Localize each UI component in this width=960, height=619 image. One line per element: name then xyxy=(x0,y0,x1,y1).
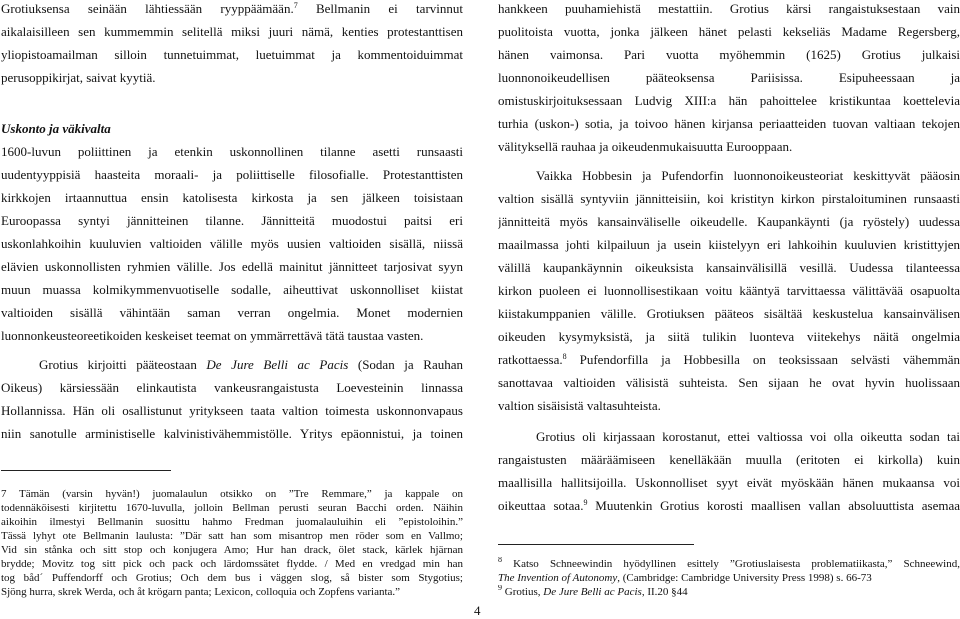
text-line: Grotius kirjoitti pääteostaan De Jure Belli ac Pacis (Sodan ja Rauhan xyxy=(39,357,463,372)
footnote-line: Vid sin stånka och sitt stop och konjugera Amo; Hur han drack, ölet stack, kärlek hjärnan xyxy=(1,544,463,556)
paragraph-religion xyxy=(1,140,463,347)
text-line: 1600-luvun poliittinen ja etenkin uskonnollinen tilanne asetti runsaasti xyxy=(1,144,463,159)
text-line: luonnonoikeudellisen pääteoksensa Pariisissa. Esipuheessaan ja xyxy=(498,70,960,85)
footnote-divider xyxy=(498,544,694,545)
footnote-ref[interactable]: 9 xyxy=(583,498,588,507)
text-line: perusoppikirjat, saivat kyytiä. xyxy=(1,70,156,85)
text-line: turhia (uskon-) sotia, ja toivoo hänen kirjansa periaatteiden tuovan valtiaan tekojen xyxy=(498,116,960,131)
book-title: De Jure Belli ac Pacis xyxy=(206,357,349,372)
text-line: elävien uskonnollisten ryhmien välille. Jos edellä mainitut jännitteet tarjosivat syyn xyxy=(1,259,463,274)
text-line: kiistakumppanien välille. Grotiuksen pääteos sisältää keskustelua kansainvälisen xyxy=(498,306,960,321)
text-line: kirkon puoleen ei luonnollisestikaan voitu kääntyä tarvittaessa välittävää osapuolta xyxy=(498,283,960,298)
paragraph-grotius-continued xyxy=(498,0,960,158)
footnote-7 xyxy=(1,487,463,599)
text-line: Oikeus) kärsiessään elinkautista vankeusrangaistusta Loevesteinin linnassa xyxy=(1,380,463,395)
paragraph-secular-power xyxy=(498,425,960,517)
paragraph-hobbes-pufendorf xyxy=(498,164,960,417)
text-line: valtion sisäisistä valtasuhteista. xyxy=(498,398,661,413)
text-line: uudentyyppisiä haasteita moraali- ja poliittiselle filosofialle. Protestanttisten xyxy=(1,167,463,182)
text-line: yliopistoamailman silloin tunnetuimmat, luetuimmat ja kommentoiduimmat xyxy=(1,47,463,62)
text-line: Grotiuksensa seinään lähtiessään ryyppäämään.$^7$ Bellmanin ei tarvinnut xyxy=(1,1,463,16)
text-line: hänen vaimonsa. Pari vuotta myöhemmin (1625) Grotius julkaisi xyxy=(498,47,960,62)
text-line: valtioiden sisällä vähintään saman verran ongelmia. Monet modernien xyxy=(1,305,463,320)
text-line: kirkkojen irtaannuttua ensin katolisesta kirkosta ja sen jälkeen toisistaan xyxy=(1,190,463,205)
text-line: rangaistusten määräämiseen kenelläkään muulla (eritoten ei kirkolla) kuin xyxy=(498,452,960,467)
footnote-line: brydde; Movitz tog sitt pick och pack och lärdomssätet flydde. / Med en vredgad min han xyxy=(1,558,463,570)
text-line: maallisilla hallitsijoilla. Uskonnolliset syyt eivät myöskään hänen mukaansa voi xyxy=(498,475,960,490)
text-line: Hollannissa. Hän oli osallistunut yritykseen taata valtion toimesta uskonnonvapaus xyxy=(1,403,463,418)
footnote-line: Sjöng hurra, skrek Werda, och åt krögarn panta; Lexicon, colloquia och Zopfens varianta.” xyxy=(1,586,401,598)
text-line: muun muassa kolmikymmenvuotiselle sodalle, aiheuttivat uskonnolliset kiistat xyxy=(1,282,463,297)
text-line: Vaikka Hobbesin ja Pufendorfin luonnonoikeusteoriat keskittyvät pääosin xyxy=(536,168,960,183)
text-line: sanottavaa valtioiden välisistä suhteista. Sen sijaan he ovat hyvin huolissaan xyxy=(498,375,960,390)
text-line: valtion sisällä syntyviin jännitteisiin, koi kristityn kirkon pirstaloituminen runsaasti xyxy=(498,191,960,206)
book-title: De Jure Belli ac Pacis xyxy=(543,586,642,598)
footnote-9: $^9$ Grotius, De Jure Belli ac Pacis, II.20 §44 xyxy=(498,585,688,598)
text-line: oikeuttaa sotaa.$^9$ Muutenkin Grotius korosti maallisen vallan absoluuttista asemaa xyxy=(498,498,960,513)
section-heading: Uskonto ja väkivalta xyxy=(1,121,111,136)
text-line: ratkottaessa.$^8$ Pufendorfilla ja Hobbesilla on teoksissaan selvästi vähemmän xyxy=(498,352,960,367)
text-line: maailmassa johti kilpailuun ja usein kiistelyyn eri lahkoihin kuuluvien kristittyjen xyxy=(498,237,960,252)
text-line: hankkeen puuhamiehistä mestattiin. Grotius kärsi rangaistuksestaan vain xyxy=(498,1,960,16)
text-line: välillä kaupankäynnin oikeuksista kansainvälisillä vesillä. Uudessa tilanteessa xyxy=(498,260,960,275)
paragraph-grotius xyxy=(1,353,463,445)
footnote-line: aikoihin ilmestyi Bellmanin suosittu hahmo Fredman juomalauluihin eli ”epistoloihin.” xyxy=(1,516,463,528)
footnote-8-line: The Invention of Autonomy, (Cambridge: Cambridge University Press 1998) s. 66-73 xyxy=(498,572,872,584)
text-line: puolitoista vuotta, jonka jälkeen hänet pelasti kekseliäs Madame Regersberg, xyxy=(498,24,960,39)
paragraph-bellman xyxy=(1,0,463,89)
text-line: välityksellä rauhaa ja oikeudenmukaisuutta Eurooppaan. xyxy=(498,139,793,154)
footnote-line: 7 Tämän (varsin hyvän!) juomalaulun otsikko on ”Tre Remmare,” ja kappale on xyxy=(1,488,463,500)
footnote-line: tog båd´ Puffendorff och Grotius; Och dem bus i väggen slog, så bister som Stygotius; xyxy=(1,572,463,584)
text-line: jännitteitä myös kansainväliselle oikeudelle. Kaupankäynti (ja ryöstely) uudessa xyxy=(498,214,960,229)
book-title: The Invention of Autonomy xyxy=(498,572,618,584)
footnote-line: todennäköisesti kirjitettu 1670-luvulla, jolloin Bellman perusti seuran Bacchi orden. Näihin xyxy=(1,502,463,514)
footnote-8-line: $^8$ Katso Schneewindin hyödyllinen esittely ”Grotiuslaisesta problematiikasta,” Schneewind, xyxy=(498,557,960,570)
text-line: oikeuden kysymyksistä, ja siitä tulikin luonteva viitekehys näitä ongelmia xyxy=(498,329,960,344)
text-line: Euroopassa syntyi jännitteinen tilanne. Jännitteitä muodostui paitsi eri xyxy=(1,213,463,228)
footnotes-8-9 xyxy=(498,557,960,599)
text-line: Grotius oli kirjassaan korostanut, ettei valtiossa voi olla oikeutta sodan tai xyxy=(536,429,960,444)
footnote-ref[interactable]: 8 xyxy=(562,352,567,361)
text-line: niin sanotulle arministiselle kalvinistivähemmistölle. Yritys epäonnistui, ja toinen xyxy=(1,426,463,441)
footnote-line: Tässä lyhyt ote Bellmanin laulusta: ”Där satt han som misantrop men röder som en Vallmo; xyxy=(1,530,463,542)
footnote-divider xyxy=(1,470,171,471)
text-line: omistuskirjoituksessaan Ludvig XIII:a hän pahoittelee kristikuntaa koettelevia xyxy=(498,93,960,108)
page-number: 4 xyxy=(474,603,481,618)
text-line: aikalaisilleen sen kummemmin selitellä miksi juuri nämä, kenties protestanttisen xyxy=(1,24,463,39)
footnote-ref[interactable]: 7 xyxy=(293,1,298,10)
text-line: luonnonkeusteoreetikoiden keskeiset teemat on ymmärrettävä tätä taustaa vasten. xyxy=(1,328,424,343)
text-line: uskonlahkoihin kuuluvien valtioiden välille myös uusien valtioiden sisällä, niissä xyxy=(1,236,463,251)
